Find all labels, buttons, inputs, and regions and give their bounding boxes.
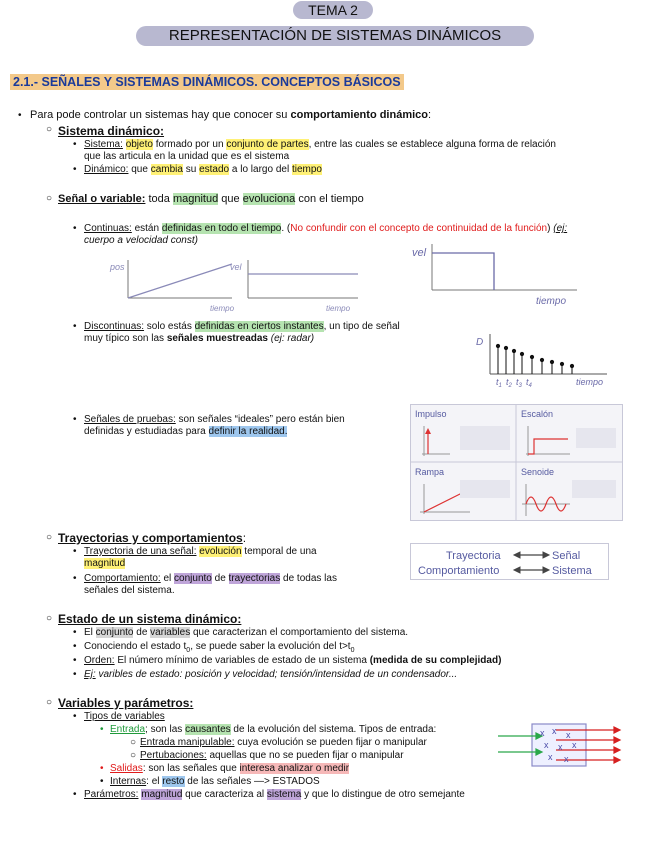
bullet-circle: ○	[46, 124, 53, 135]
estado-item3: Orden: El número mínimo de variables de estado de un sistema (medida de su complejidad)	[84, 655, 502, 666]
intro-line: Para pode controlar un sistemas hay que conocer su comportamiento dinámico:	[30, 109, 432, 121]
sampled-graph	[472, 330, 612, 390]
bullet-circle: ○	[130, 737, 137, 748]
variables-heading: Variables y parámetros:	[58, 696, 194, 710]
pruebas-def: Señales de pruebas: son señales “ideales” pero están bien definidas y estudiadas para definir la realidad.	[84, 414, 345, 437]
sistema-def: Sistema: objeto formado por un conjunto de partes, entre las cuales se establece alguna forma de relación que las articula en la unidad que es el sistema	[84, 139, 556, 162]
senal-heading: Señal o variable: toda magnitud que evoluciona con el tiempo	[58, 193, 364, 205]
vel-graph	[230, 256, 360, 314]
salidas-def: Salidas: son las señales que interesa analizar o medir	[110, 763, 350, 774]
diagram-trayectoria: Trayectoria	[446, 550, 501, 562]
entrada-def: Entrada; son las causantes de la evolución del sistema. Tipos de entrada:	[110, 724, 437, 735]
estado-item4: Ej: varibles de estado: posición y velocidad; tensión/intensidad de un condensador...	[84, 669, 458, 680]
title-pill	[136, 26, 534, 46]
tema-label: TEMA 2	[308, 2, 358, 18]
estado-heading: Estado de un sistema dinámico:	[58, 612, 242, 626]
discontinuas-def: Discontinuas: solo estás definidas en ciertos instantes, un tipo de señal muy típico son las señales muestreadas (ej: radar)	[84, 321, 400, 344]
bullet-dot: •	[73, 789, 77, 800]
diagram-comportamiento: Comportamiento	[418, 565, 500, 577]
bullet-circle: ○	[46, 697, 53, 708]
bullet-dot: •	[73, 139, 77, 150]
bullet-circle: ○	[46, 193, 53, 204]
diagram-senal: Señal	[552, 550, 581, 562]
vel-axis-label: vel	[412, 247, 427, 259]
bullet-dot: •	[73, 223, 77, 234]
bullet-dot: •	[73, 546, 77, 557]
svg-text:x: x	[572, 740, 577, 750]
svg-text:x: x	[540, 728, 545, 738]
bullet-dot: •	[73, 669, 77, 680]
senoide-label: Senoide	[521, 467, 555, 477]
sistema-heading: Sistema dinámico:	[58, 124, 165, 138]
entrada-manipulable: Entrada manipulable: cuya evolución se pueden fijar o manipular	[140, 737, 427, 748]
svg-text:x: x	[548, 752, 553, 762]
continuas-def: Continuas: están definidas en todo el tiempo. (No confundir con el concepto de continuidad de la función) (ej: cuerpo a velocidad const)	[84, 223, 568, 246]
bullet-dot: •	[73, 655, 77, 666]
internas-def: Internas: el resto de las señales —> ESTADOS	[110, 776, 320, 787]
bullet-dot: •	[73, 627, 77, 638]
bullet-dot: •	[73, 573, 77, 584]
svg-text:x: x	[544, 740, 549, 750]
bullet-circle: ○	[130, 750, 137, 761]
tiempo-label: tiempo	[536, 296, 567, 307]
dinamico-def: Dinámico: que cambia su estado a lo largo del tiempo	[84, 164, 322, 175]
section-heading: 2.1.- SEÑALES Y SISTEMAS DINÁMICOS. CONCEPTOS BÁSICOS	[10, 74, 404, 90]
pos-axis-label: pos	[110, 262, 125, 272]
page-title: REPRESENTACIÓN DE SISTEMAS DINÁMICOS	[168, 27, 502, 44]
tiempo-label: tiempo	[326, 304, 351, 313]
bullet-dot: •	[100, 776, 104, 787]
d-axis-label: D	[476, 337, 484, 348]
svg-text:x: x	[558, 742, 563, 752]
tema-pill	[293, 1, 373, 19]
impulso-label: Impulso	[415, 409, 447, 419]
sample-ticks: $t_1$ $t_2$ $t_3$ $t_4$	[496, 377, 532, 389]
bullet-circle: ○	[46, 613, 53, 624]
bullet-dot: •	[73, 641, 77, 652]
test-signals-figure	[410, 404, 624, 522]
tiempo-label: tiempo	[576, 377, 604, 387]
estado-item1: El conjunto de variables que caracterizan el comportamiento del sistema.	[84, 627, 409, 638]
sample-stems	[496, 344, 573, 374]
vel-axis-label: vel	[230, 262, 242, 272]
svg-text:x: x	[552, 726, 557, 736]
pos-graph	[100, 256, 235, 314]
trayectoria-diagram	[410, 543, 610, 581]
bullet-dot: •	[73, 711, 77, 722]
parametros-def: Parámetros: magnitud que caracteriza al sistema y que lo distingue de otro semejante	[84, 789, 465, 800]
svg-text:x: x	[566, 730, 571, 740]
vel-step-graph	[412, 240, 580, 310]
bullet-dot: •	[100, 724, 104, 735]
rampa-label: Rampa	[415, 467, 445, 477]
trayectoria-def: Trayectoria de una señal: evolución temporal de una magnitud	[84, 546, 317, 569]
svg-text:x: x	[564, 754, 569, 764]
perturbaciones: Pertubaciones: aquellas que no se pueden fijar o manipular	[140, 750, 404, 761]
bullet-dot: •	[73, 414, 77, 425]
comportamiento-def: Comportamiento: el conjunto de trayectorias de todas las señales del sistema.	[84, 573, 337, 596]
tipos-variables: Tipos de variables	[84, 711, 165, 722]
bullet-dot: •	[73, 321, 77, 332]
bullet-dot: •	[18, 110, 22, 121]
diagram-sistema: Sistema	[552, 565, 592, 577]
escalon-label: Escalón	[521, 409, 554, 419]
estado-item2: Conociendo el estado $t_0$, se puede saber la evolución del $t>t_0$	[84, 641, 355, 654]
trayectorias-heading: Trayectorias y comportamientos:	[58, 531, 247, 545]
bullet-dot: •	[100, 763, 104, 774]
bullet-circle: ○	[46, 532, 53, 543]
system-block-diagram	[496, 720, 624, 772]
bullet-dot: •	[73, 164, 77, 175]
tiempo-label: tiempo	[210, 304, 235, 313]
